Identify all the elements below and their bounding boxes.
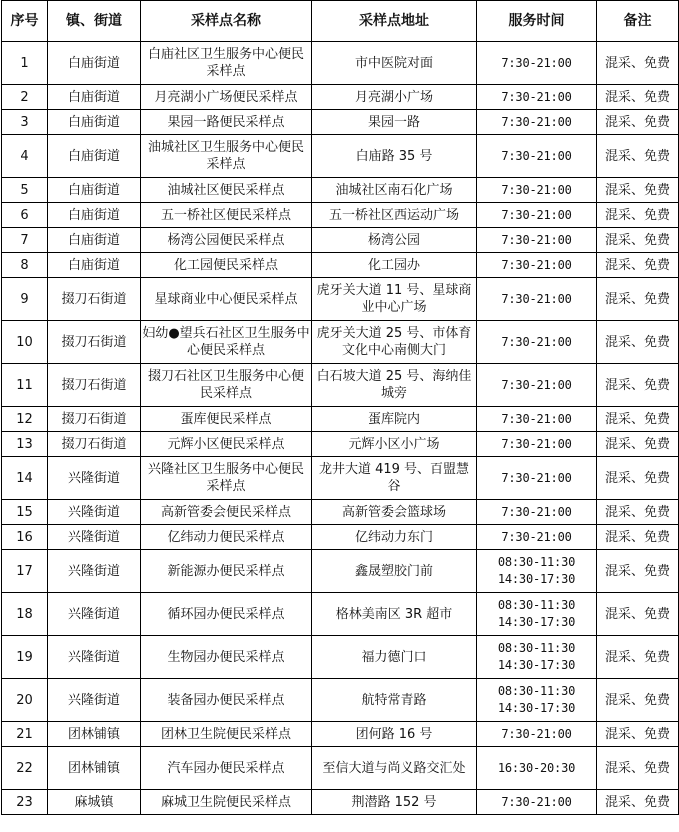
cell-note: 混采、免费 xyxy=(597,85,679,110)
cell-site-name: 汽车园办便民采样点 xyxy=(141,747,312,790)
table-row xyxy=(2,636,679,679)
cell-address: 五一桥社区西运动广场 xyxy=(312,203,477,228)
table-row xyxy=(2,679,679,722)
cell-address: 元辉小区小广场 xyxy=(312,432,477,457)
cell-address: 杨湾公园 xyxy=(312,228,477,253)
cell-street: 掇刀石街道 xyxy=(48,321,141,364)
cell-address: 市中医院对面 xyxy=(312,42,477,85)
cell-street: 团林铺镇 xyxy=(48,747,141,790)
header-note: 备注 xyxy=(597,1,679,42)
table-row xyxy=(2,593,679,636)
table-row xyxy=(2,228,679,253)
cell-no: 23 xyxy=(2,790,48,815)
cell-address: 白石坡大道 25 号、海纳佳城旁 xyxy=(312,364,477,407)
table-row xyxy=(2,747,679,790)
cell-street: 兴隆街道 xyxy=(48,679,141,722)
cell-address: 果园一路 xyxy=(312,110,477,135)
cell-no: 7 xyxy=(2,228,48,253)
table-row xyxy=(2,457,679,500)
table-row xyxy=(2,432,679,457)
cell-address: 亿纬动力东门 xyxy=(312,525,477,550)
cell-service-time: 08:30-11:30 14:30-17:30 xyxy=(477,593,597,636)
cell-note: 混采、免费 xyxy=(597,228,679,253)
cell-no: 15 xyxy=(2,500,48,525)
cell-no: 18 xyxy=(2,593,48,636)
cell-address: 虎牙关大道 25 号、市体育文化中心南侧大门 xyxy=(312,321,477,364)
cell-address: 蛋库院内 xyxy=(312,407,477,432)
cell-address: 虎牙关大道 11 号、星球商业中心广场 xyxy=(312,278,477,321)
cell-no: 6 xyxy=(2,203,48,228)
cell-street: 白庙街道 xyxy=(48,85,141,110)
cell-note: 混采、免费 xyxy=(597,593,679,636)
cell-no: 2 xyxy=(2,85,48,110)
cell-note: 混采、免费 xyxy=(597,135,679,178)
cell-service-time: 7:30-21:00 xyxy=(477,432,597,457)
cell-no: 22 xyxy=(2,747,48,790)
cell-no: 4 xyxy=(2,135,48,178)
cell-address: 龙井大道 419 号、百盟慧谷 xyxy=(312,457,477,500)
table-row xyxy=(2,110,679,135)
cell-site-name: 妇幼●望兵石社区卫生服务中心便民采样点 xyxy=(141,321,312,364)
table-row xyxy=(2,42,679,85)
sampling-sites-table xyxy=(1,0,679,815)
cell-note: 混采、免费 xyxy=(597,636,679,679)
cell-street: 掇刀石街道 xyxy=(48,278,141,321)
cell-site-name: 团林卫生院便民采样点 xyxy=(141,722,312,747)
cell-service-time: 7:30-21:00 xyxy=(477,42,597,85)
cell-service-time: 7:30-21:00 xyxy=(477,253,597,278)
cell-site-name: 高新管委会便民采样点 xyxy=(141,500,312,525)
cell-service-time: 7:30-21:00 xyxy=(477,85,597,110)
cell-service-time: 7:30-21:00 xyxy=(477,178,597,203)
cell-no: 11 xyxy=(2,364,48,407)
cell-street: 白庙街道 xyxy=(48,42,141,85)
header-address: 采样点地址 xyxy=(312,1,477,42)
cell-address: 航特常青路 xyxy=(312,679,477,722)
table-row xyxy=(2,550,679,593)
cell-address: 鑫晟塑胶门前 xyxy=(312,550,477,593)
cell-service-time: 16:30-20:30 xyxy=(477,747,597,790)
cell-site-name: 蛋库便民采样点 xyxy=(141,407,312,432)
cell-site-name: 星球商业中心便民采样点 xyxy=(141,278,312,321)
cell-street: 白庙街道 xyxy=(48,135,141,178)
cell-service-time: 7:30-21:00 xyxy=(477,321,597,364)
cell-site-name: 五一桥社区便民采样点 xyxy=(141,203,312,228)
cell-address: 油城社区南石化广场 xyxy=(312,178,477,203)
header-service-time: 服务时间 xyxy=(477,1,597,42)
cell-note: 混采、免费 xyxy=(597,178,679,203)
table-row xyxy=(2,253,679,278)
cell-address: 团何路 16 号 xyxy=(312,722,477,747)
cell-no: 14 xyxy=(2,457,48,500)
cell-service-time: 7:30-21:00 xyxy=(477,500,597,525)
cell-note: 混采、免费 xyxy=(597,747,679,790)
cell-street: 兴隆街道 xyxy=(48,500,141,525)
cell-address: 至信大道与尚义路交汇处 xyxy=(312,747,477,790)
cell-no: 16 xyxy=(2,525,48,550)
cell-no: 10 xyxy=(2,321,48,364)
table-row xyxy=(2,321,679,364)
table-row xyxy=(2,525,679,550)
cell-site-name: 白庙社区卫生服务中心便民采样点 xyxy=(141,42,312,85)
table-row xyxy=(2,407,679,432)
cell-service-time: 08:30-11:30 14:30-17:30 xyxy=(477,550,597,593)
cell-street: 兴隆街道 xyxy=(48,593,141,636)
cell-no: 1 xyxy=(2,42,48,85)
cell-note: 混采、免费 xyxy=(597,722,679,747)
cell-service-time: 7:30-21:00 xyxy=(477,364,597,407)
cell-no: 3 xyxy=(2,110,48,135)
cell-street: 白庙街道 xyxy=(48,228,141,253)
cell-site-name: 生物园办便民采样点 xyxy=(141,636,312,679)
table-row xyxy=(2,85,679,110)
cell-address: 化工园办 xyxy=(312,253,477,278)
cell-service-time: 7:30-21:00 xyxy=(477,525,597,550)
cell-service-time: 08:30-11:30 14:30-17:30 xyxy=(477,636,597,679)
cell-note: 混采、免费 xyxy=(597,364,679,407)
cell-street: 掇刀石街道 xyxy=(48,432,141,457)
cell-address: 月亮湖小广场 xyxy=(312,85,477,110)
cell-address: 荆潜路 152 号 xyxy=(312,790,477,815)
cell-site-name: 油城社区卫生服务中心便民采样点 xyxy=(141,135,312,178)
table-row xyxy=(2,203,679,228)
cell-site-name: 果园一路便民采样点 xyxy=(141,110,312,135)
cell-service-time: 7:30-21:00 xyxy=(477,722,597,747)
cell-site-name: 掇刀石社区卫生服务中心便民采样点 xyxy=(141,364,312,407)
cell-site-name: 兴隆社区卫生服务中心便民采样点 xyxy=(141,457,312,500)
header-no: 序号 xyxy=(2,1,48,42)
cell-street: 兴隆街道 xyxy=(48,636,141,679)
cell-street: 白庙街道 xyxy=(48,178,141,203)
cell-no: 5 xyxy=(2,178,48,203)
cell-service-time: 7:30-21:00 xyxy=(477,228,597,253)
cell-site-name: 化工园便民采样点 xyxy=(141,253,312,278)
cell-street: 麻城镇 xyxy=(48,790,141,815)
cell-note: 混采、免费 xyxy=(597,110,679,135)
cell-street: 掇刀石街道 xyxy=(48,364,141,407)
cell-note: 混采、免费 xyxy=(597,550,679,593)
cell-note: 混采、免费 xyxy=(597,42,679,85)
cell-street: 掇刀石街道 xyxy=(48,407,141,432)
table-row xyxy=(2,178,679,203)
table-row xyxy=(2,722,679,747)
cell-note: 混采、免费 xyxy=(597,203,679,228)
cell-no: 8 xyxy=(2,253,48,278)
cell-address: 福力德门口 xyxy=(312,636,477,679)
cell-address: 高新管委会篮球场 xyxy=(312,500,477,525)
cell-street: 兴隆街道 xyxy=(48,550,141,593)
cell-note: 混采、免费 xyxy=(597,321,679,364)
cell-service-time: 7:30-21:00 xyxy=(477,457,597,500)
cell-note: 混采、免费 xyxy=(597,407,679,432)
cell-address: 格林美南区 3R 超市 xyxy=(312,593,477,636)
cell-site-name: 月亮湖小广场便民采样点 xyxy=(141,85,312,110)
cell-service-time: 7:30-21:00 xyxy=(477,407,597,432)
cell-no: 13 xyxy=(2,432,48,457)
cell-site-name: 循环园办便民采样点 xyxy=(141,593,312,636)
cell-no: 19 xyxy=(2,636,48,679)
table-row xyxy=(2,364,679,407)
cell-service-time: 08:30-11:30 14:30-17:30 xyxy=(477,679,597,722)
cell-service-time: 7:30-21:00 xyxy=(477,135,597,178)
cell-site-name: 亿纬动力便民采样点 xyxy=(141,525,312,550)
cell-service-time: 7:30-21:00 xyxy=(477,110,597,135)
cell-note: 混采、免费 xyxy=(597,500,679,525)
cell-street: 白庙街道 xyxy=(48,110,141,135)
cell-service-time: 7:30-21:00 xyxy=(477,203,597,228)
cell-no: 21 xyxy=(2,722,48,747)
cell-note: 混采、免费 xyxy=(597,432,679,457)
header-site-name: 采样点名称 xyxy=(141,1,312,42)
cell-no: 9 xyxy=(2,278,48,321)
cell-street: 团林铺镇 xyxy=(48,722,141,747)
header-row xyxy=(2,1,679,42)
table-row xyxy=(2,500,679,525)
cell-note: 混采、免费 xyxy=(597,679,679,722)
cell-street: 兴隆街道 xyxy=(48,457,141,500)
table-row xyxy=(2,790,679,815)
cell-site-name: 新能源办便民采样点 xyxy=(141,550,312,593)
header-street: 镇、街道 xyxy=(48,1,141,42)
cell-note: 混采、免费 xyxy=(597,253,679,278)
cell-site-name: 杨湾公园便民采样点 xyxy=(141,228,312,253)
cell-note: 混采、免费 xyxy=(597,278,679,321)
cell-site-name: 元辉小区便民采样点 xyxy=(141,432,312,457)
cell-street: 白庙街道 xyxy=(48,203,141,228)
cell-no: 20 xyxy=(2,679,48,722)
cell-no: 17 xyxy=(2,550,48,593)
cell-service-time: 7:30-21:00 xyxy=(477,278,597,321)
cell-note: 混采、免费 xyxy=(597,457,679,500)
cell-site-name: 麻城卫生院便民采样点 xyxy=(141,790,312,815)
cell-note: 混采、免费 xyxy=(597,790,679,815)
cell-street: 白庙街道 xyxy=(48,253,141,278)
cell-street: 兴隆街道 xyxy=(48,525,141,550)
table-row xyxy=(2,278,679,321)
cell-address: 白庙路 35 号 xyxy=(312,135,477,178)
cell-no: 12 xyxy=(2,407,48,432)
cell-note: 混采、免费 xyxy=(597,525,679,550)
cell-service-time: 7:30-21:00 xyxy=(477,790,597,815)
cell-site-name: 油城社区便民采样点 xyxy=(141,178,312,203)
table-row xyxy=(2,135,679,178)
cell-site-name: 装备园办便民采样点 xyxy=(141,679,312,722)
